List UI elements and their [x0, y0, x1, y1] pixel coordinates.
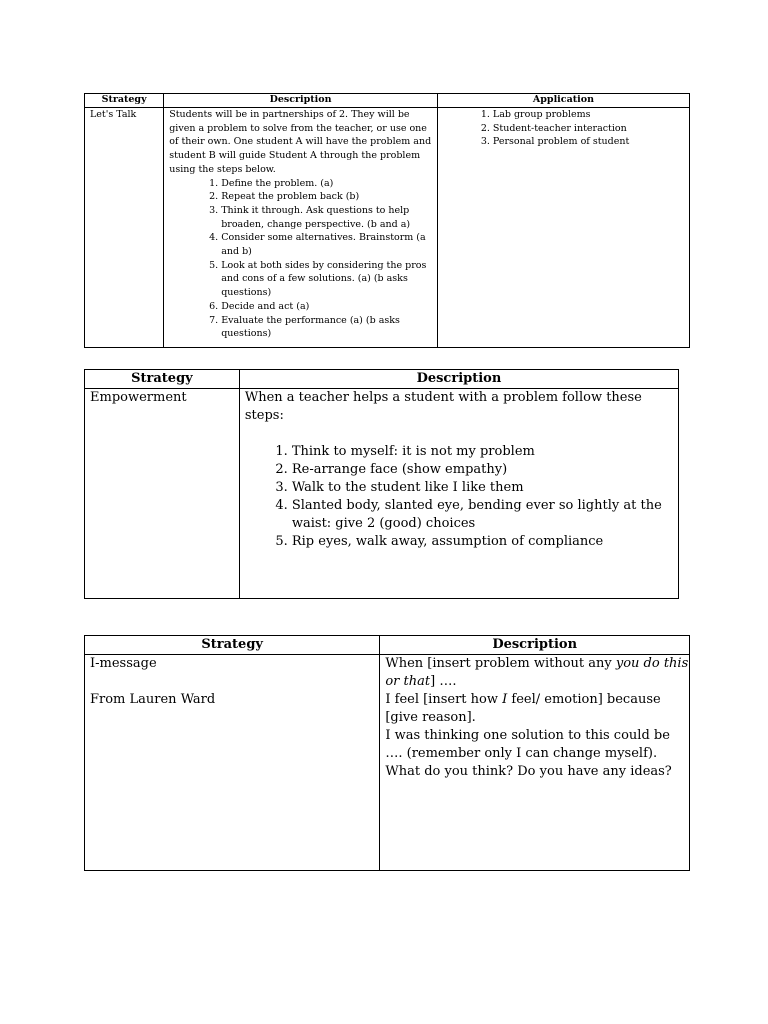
list-item: 2. Student-teacher interaction — [493, 122, 689, 136]
list-item: 5. Look at both sides by considering the pros and cons of a few solutions. (a) (b asks questions) — [221, 259, 437, 300]
table-row — [85, 108, 690, 348]
list-item: 3. Walk to the student like I like them — [292, 479, 678, 497]
list-item: 1. Define the problem. (a) — [221, 177, 437, 191]
strategy-name: I-message — [90, 656, 157, 671]
description-header: Description — [380, 636, 690, 655]
list-item: 4. Consider some alternatives. Brainstorm (a and b) — [221, 231, 437, 258]
list-item: 7. Evaluate the performance (a) (b asks questions) — [221, 314, 437, 341]
description-header: Description — [164, 94, 438, 108]
strategy-header: Strategy — [85, 94, 164, 108]
table-header-row — [85, 370, 679, 389]
list-item: 4. Slanted body, slanted eye, bending ever so lightly at the waist: give 2 (good) choices — [292, 497, 678, 533]
strategy-cell — [85, 108, 164, 348]
table-header-row — [85, 636, 690, 655]
list-item: 1. Think to myself: it is not my problem — [292, 443, 678, 461]
list-item: 2. Repeat the problem back (b) — [221, 190, 437, 204]
strategy-name: Let's Talk — [90, 109, 137, 120]
description-header: Description — [239, 370, 678, 389]
applications-list — [443, 108, 689, 149]
lets-talk-table — [84, 93, 690, 348]
description-line-feel: I feel [insert how I feel/ emotion] because [give reason]. — [385, 692, 661, 725]
source-credit: From Lauren Ward — [90, 692, 216, 707]
application-header: Application — [437, 94, 689, 108]
list-item: 1. Lab group problems — [493, 108, 689, 122]
table-header-row — [85, 94, 690, 108]
description-cell — [164, 108, 438, 348]
list-item: 6. Decide and act (a) — [221, 300, 437, 314]
list-item: 3. Think it through. Ask questions to help broaden, change perspective. (b and a) — [221, 204, 437, 231]
steps-list — [169, 177, 437, 341]
list-item: 3. Personal problem of student — [493, 135, 689, 149]
application-cell — [437, 108, 689, 348]
i-message-table — [84, 635, 690, 871]
strategy-cell — [85, 655, 380, 871]
table-row — [85, 655, 690, 871]
description-intro: Students will be in partnerships of 2. They will be given a problem to solve from the teacher, or use one of their own. One student A will have the problem and student B will guide Student A through the problem using the steps below. — [169, 109, 432, 175]
description-cell — [380, 655, 690, 871]
strategy-cell — [85, 389, 240, 599]
description-cell — [239, 389, 678, 599]
strategy-header: Strategy — [85, 370, 240, 389]
empowerment-table — [84, 369, 679, 599]
strategy-name: Empowerment — [90, 390, 187, 405]
steps-list — [245, 443, 678, 551]
table-row — [85, 389, 679, 599]
list-item: 5. Rip eyes, walk away, assumption of compliance — [292, 533, 678, 551]
strategy-header: Strategy — [85, 636, 380, 655]
list-item: 2. Re-arrange face (show empathy) — [292, 461, 678, 479]
description-line-solution: I was thinking one solution to this could be …. (remember only I can change myself). What do you think? Do you have any ideas? — [385, 728, 672, 779]
description-line-when: When [insert problem without any you do this or that] …. — [385, 656, 689, 689]
description-intro: When a teacher helps a student with a problem follow these steps: — [244, 390, 642, 423]
